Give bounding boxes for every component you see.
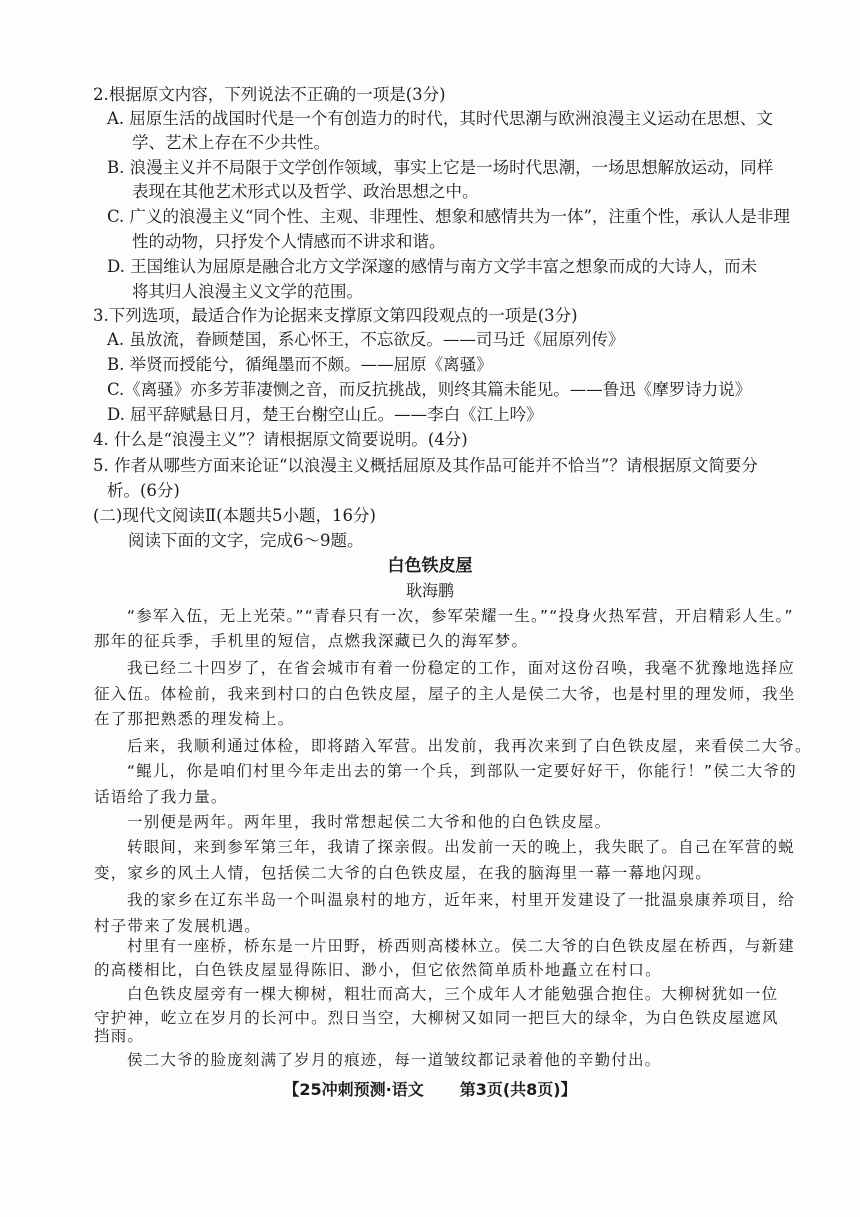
footer-page-number: 第3页(共8页)】 [459, 1080, 577, 1099]
q2-option-b-line1: B. 浪漫主义并不局限于文学创作领域，事实上它是一场时代思潮，一场思想解放运动，同样 [107, 158, 774, 177]
story-paragraph-6-line1: 转眼间，来到参军第三年，我请了探亲假。出发前一天的晚上，我失眠了。自己在军营的蜕 [127, 838, 796, 856]
question-3-stem: 3.下列选项，最适合作为论据来支撑原文第四段观点的一项是(3分) [93, 306, 578, 325]
q2-option-d-line2: 将其归人浪漫主义文学的范围。 [132, 282, 363, 301]
q3-option-d: D. 屈平辞赋悬日月，楚王台榭空山丘。——李白《江上吟》 [107, 405, 543, 424]
section-instruction: 阅读下面的文字，完成6～9题。 [128, 531, 364, 550]
story-paragraph-8-line2: 的高楼相比，白色铁皮屋显得陈旧、渺小，但它依然简单质朴地矗立在村口。 [94, 961, 662, 979]
q2-option-a-line2: 学、艺术上存在不少共性。 [132, 133, 330, 152]
story-paragraph-9-line2: 守护神，屹立在岁月的长河中。烈日当空，大柳树又如同一把巨大的绿伞，为白色铁皮屋遮风 [94, 1009, 779, 1027]
story-paragraph-2-line3: 在了那把熟悉的理发椅上。 [94, 710, 295, 728]
page-footer [0, 1077, 860, 1100]
story-paragraph-2-line1: 我已经二十四岁了，在省会城市有着一份稳定的工作，面对这份召唤，我毫不犹豫地选择应 [127, 659, 796, 677]
question-5-line1: 5. 作者从哪些方面来论证“以浪漫主义概括屈原及其作品可能并不恰当”？请根据原文简要分 [93, 456, 758, 475]
story-paragraph-7-line1: 我的家乡在辽东半岛一个叫温泉村的地方，近年来，村里开发建设了一批温泉康养项目，给 [127, 891, 796, 909]
q3-option-b: B. 举贤而授能兮，循绳墨而不颇。——屈原《离骚》 [107, 355, 493, 374]
story-paragraph-1-line2: 那年的征兵季，手机里的短信，点燃我深藏已久的海军梦。 [94, 632, 529, 650]
story-paragraph-9-line3: 挡雨。 [94, 1027, 145, 1045]
story-paragraph-3: 后来，我顺利通过体检，即将踏入军营。出发前，我再次来到了白色铁皮屋，来看侯二大爷。 [127, 737, 812, 755]
q3-option-c: C.《离骚》亦多芳菲凄恻之音，而反抗挑战，则终其篇未能见。——鲁迅《摩罗诗力说》 [107, 380, 752, 399]
footer-exam-label: 【25冲刺预测·语文 [283, 1080, 424, 1099]
q2-option-a-line1: A. 屈原生活的战国时代是一个有创造力的时代，其时代思潮与欧洲浪漫主义运动在思想、文 [107, 109, 773, 128]
question-5-line2: 析。(6分) [107, 481, 180, 500]
story-paragraph-9-line1: 白色铁皮屋旁有一棵大柳树，粗壮而高大，三个成年人才能勉强合抱住。大柳树犹如一位 [127, 985, 779, 1003]
question-2-stem: 2.根据原文内容，下列说法不正确的一项是(3分) [93, 85, 446, 104]
section-heading: (二)现代文阅读Ⅱ(本题共5小题，16分) [93, 506, 376, 525]
story-paragraph-4-line1: “鲲儿，你是咱们村里今年走出去的第一个兵，到部队一定要好好干，你能行！”侯二大爷的 [127, 762, 797, 780]
story-paragraph-5: 一别便是两年。两年里，我时常想起侯二大爷和他的白色铁皮屋。 [127, 813, 612, 831]
story-paragraph-1-line1: “参军入伍，无上光荣。”“青春只有一次，参军荣耀一生。”“投身火热军营，开启精彩人生。” [127, 607, 794, 625]
story-paragraph-8-line1: 村里有一座桥，桥东是一片田野，桥西则高楼林立。侯二大爷的白色铁皮屋在桥西，与新建 [127, 937, 796, 955]
q2-option-b-line2: 表现在其他艺术形式以及哲学、政治思想之中。 [132, 182, 479, 201]
story-title: 白色铁皮屋 [387, 556, 473, 576]
story-paragraph-10: 侯二大爷的脸庞刻满了岁月的痕迹，每一道皱纹都记录着他的辛勤付出。 [127, 1051, 662, 1069]
q2-option-c-line1: C. 广义的浪漫主义“同个性、主观、非理性、想象和感情共为一体”，注重个性，承认人是非理 [107, 207, 790, 226]
story-paragraph-4-line2: 话语给了我力量。 [94, 788, 228, 806]
q3-option-a: A. 虽放流，眷顾楚国，系心怀王，不忘欲反。——司马迁《屈原列传》 [107, 330, 625, 349]
story-paragraph-2-line2: 征入伍。体检前，我来到村口的白色铁皮屋，屋子的主人是侯二大爷，也是村里的理发师，我坐 [94, 685, 796, 703]
story-paragraph-6-line2: 变，家乡的风土人情，包括侯二大爷的白色铁皮屋，在我的脑海里一幕一幕地闪现。 [94, 864, 712, 882]
q2-option-d-line1: D. 王国维认为屈原是融合北方文学深邃的感情与南方文学丰富之想象而成的大诗人，而未 [107, 257, 758, 276]
story-paragraph-7-line2: 村子带来了发展机遇。 [94, 917, 262, 935]
q2-option-c-line2: 性的动物，只抒发个人情感而不讲求和谐。 [132, 232, 446, 251]
question-4: 4. 什么是“浪漫主义”？请根据原文简要说明。(4分) [93, 430, 468, 449]
story-author: 耿海鹏 [405, 581, 454, 600]
